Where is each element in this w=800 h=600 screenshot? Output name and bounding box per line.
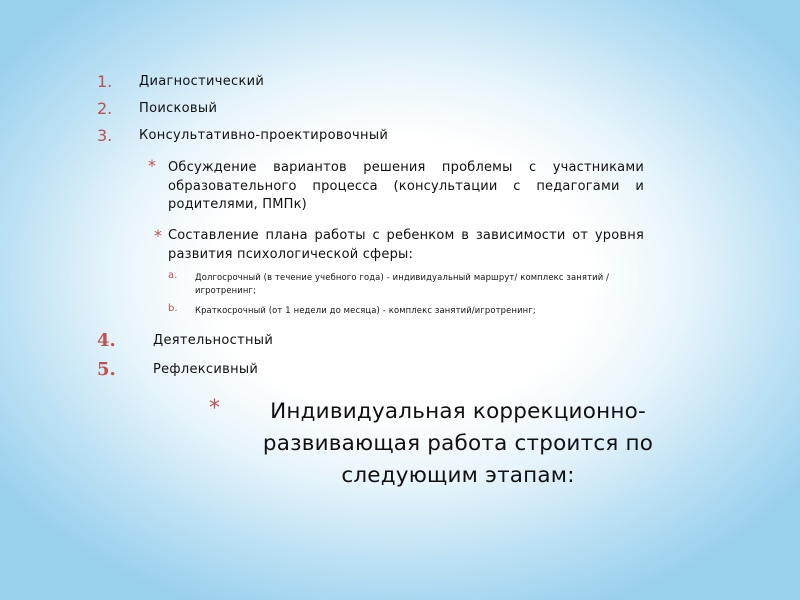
step-label-4: Деятельностный	[153, 333, 274, 348]
sub-item-1: Обсуждение вариантов решения проблемы с участниками образовательного процесса (консультации с педагогами и родителями, ПМПк)	[168, 160, 644, 212]
step-number-2: 2.	[97, 99, 113, 118]
step-number-1: 1.	[97, 72, 113, 91]
alpha-item-a: Долгосрочный (в течение учебного года) - индивидуальный маршрут/ комплекс занятий /игротренинг;	[195, 272, 610, 295]
step-label-1: Диагностический	[139, 74, 265, 89]
title-bullet: *	[209, 396, 220, 421]
slide-title: Индивидуальная коррекционно-развивающая работа строится по следующим этапам:	[262, 399, 654, 488]
sub-bullet-2: *	[154, 226, 162, 245]
step-label-3: Консультативно-проектировочный	[139, 128, 389, 143]
alpha-marker-b: b.	[168, 303, 178, 314]
step-label-2: Поисковый	[139, 101, 218, 116]
sub-bullet-1: *	[148, 156, 156, 175]
step-number-3: 3.	[97, 126, 113, 145]
alpha-marker-a: a.	[168, 270, 178, 281]
step-number-5: 5.	[97, 359, 116, 380]
step-number-4: 4.	[97, 330, 116, 351]
sub-item-2: Составление плана работы с ребенком в зависимости от уровня развития психологической сферы:	[168, 228, 644, 262]
step-label-5: Рефлексивный	[153, 362, 259, 377]
alpha-item-b: Краткосрочный (от 1 недели до месяца) - комплекс занятий/игротренинг;	[195, 305, 536, 315]
